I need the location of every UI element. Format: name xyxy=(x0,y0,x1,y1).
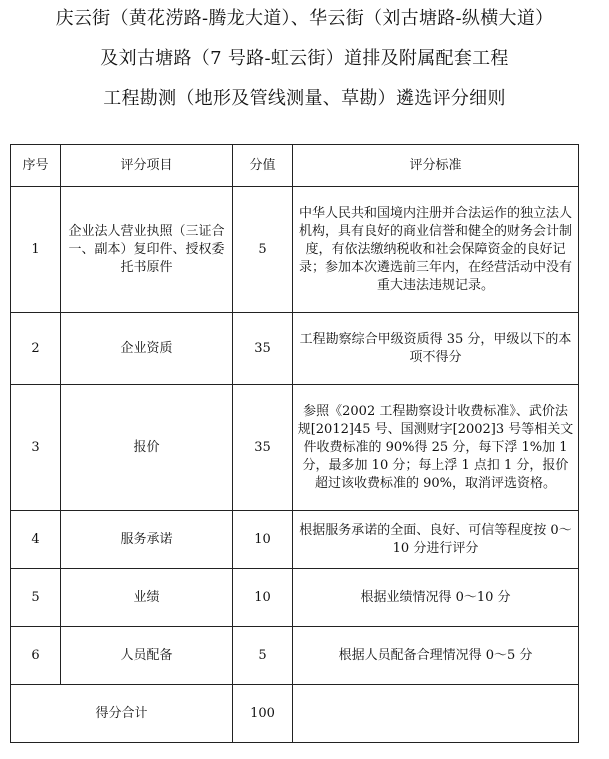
row-score: 35 xyxy=(233,313,293,385)
header-criteria: 评分标准 xyxy=(293,145,579,187)
row-no: 1 xyxy=(11,187,61,313)
row-score: 5 xyxy=(233,187,293,313)
document-title-line-2: 及刘古塘路（7 号路-虹云街）道排及附属配套工程 xyxy=(100,48,509,69)
row-criteria: 根据业绩情况得 0～10 分 xyxy=(293,569,579,627)
row-score: 10 xyxy=(233,511,293,569)
row-criteria: 工程勘察综合甲级资质得 35 分，甲级以下的本项不得分 xyxy=(293,313,579,385)
row-item: 企业资质 xyxy=(61,313,233,385)
document-title-line-3: 工程勘测（地形及管线测量、草勘）遴选评分细则 xyxy=(103,88,506,109)
row-score: 5 xyxy=(233,627,293,685)
row-criteria: 根据人员配备合理情况得 0～5 分 xyxy=(293,627,579,685)
row-no: 5 xyxy=(11,569,61,627)
total-score: 100 xyxy=(233,685,293,743)
row-item: 业绩 xyxy=(61,569,233,627)
table-total-row xyxy=(11,685,579,743)
table-row xyxy=(11,187,579,313)
table-row xyxy=(11,313,579,385)
table-row xyxy=(11,627,579,685)
row-criteria: 根据服务承诺的全面、良好、可信等程度按 0～10 分进行评分 xyxy=(293,511,579,569)
document-title-line-1: 庆云街（黄花涝路-腾龙大道）、华云街（刘古塘路-纵横大道） xyxy=(55,8,554,29)
row-no: 2 xyxy=(11,313,61,385)
header-item: 评分项目 xyxy=(61,145,233,187)
total-label: 得分合计 xyxy=(11,685,233,743)
total-criteria xyxy=(293,685,579,743)
table-row xyxy=(11,569,579,627)
scoring-table xyxy=(10,144,579,743)
header-no: 序号 xyxy=(11,145,61,187)
row-item: 服务承诺 xyxy=(61,511,233,569)
table-header-row xyxy=(11,145,579,187)
table-row xyxy=(11,511,579,569)
row-criteria: 参照《2002 工程勘察设计收费标准》、武价法规[2012]45 号、国测财字[2002]3 号等相关文件收费标准的 90%得 25 分，每下浮 1%加 1 分，最多加 10 分；每上浮 1 点扣 1 分，报价超过该收费标准的 90%，取消评选资格。 xyxy=(293,385,579,511)
row-criteria: 中华人民共和国境内注册并合法运作的独立法人机构，具有良好的商业信誉和健全的财务会计制度，有依法缴纳税收和社会保障资金的良好记录；参加本次遴选前三年内，在经营活动中没有重大违法违规记录。 xyxy=(293,187,579,313)
row-score: 10 xyxy=(233,569,293,627)
row-no: 3 xyxy=(11,385,61,511)
header-score: 分值 xyxy=(233,145,293,187)
table-row xyxy=(11,385,579,511)
row-no: 6 xyxy=(11,627,61,685)
row-score: 35 xyxy=(233,385,293,511)
row-item: 企业法人营业执照（三证合一、副本）复印件、授权委托书原件 xyxy=(61,187,233,313)
row-item: 报价 xyxy=(61,385,233,511)
row-item: 人员配备 xyxy=(61,627,233,685)
row-no: 4 xyxy=(11,511,61,569)
